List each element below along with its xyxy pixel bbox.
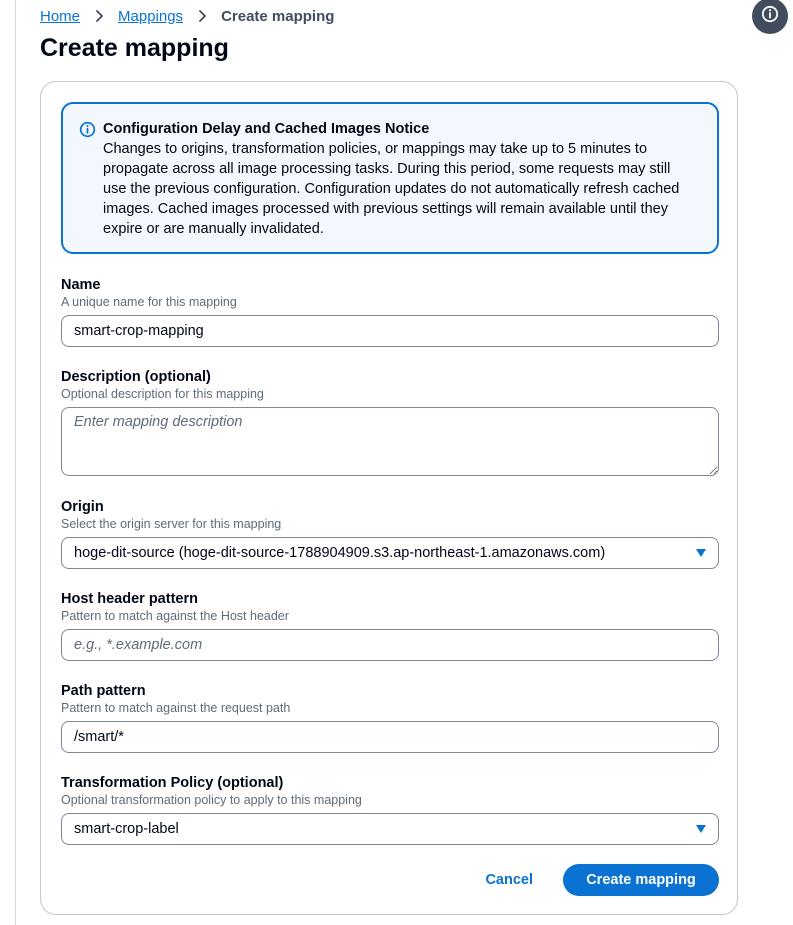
name-field — [61, 276, 719, 347]
info-alert — [61, 102, 719, 254]
alert-title: Configuration Delay and Cached Images Notice — [103, 121, 430, 137]
chevron-right-icon — [90, 7, 108, 25]
breadcrumb — [40, 7, 334, 25]
caret-down-icon — [696, 825, 706, 833]
breadcrumb-home-link[interactable]: Home — [40, 7, 81, 25]
policy-selected-value: smart-crop-label — [74, 821, 179, 837]
host-pattern-description: Pattern to match against the Host header — [61, 609, 289, 623]
name-label: Name — [61, 277, 101, 293]
origin-field — [61, 498, 719, 569]
origin-label: Origin — [61, 499, 104, 515]
policy-label: Transformation Policy (optional) — [61, 775, 284, 791]
host-pattern-label: Host header pattern — [61, 591, 198, 607]
description-label: Description (optional) — [61, 369, 211, 385]
path-pattern-label: Path pattern — [61, 683, 146, 699]
path-pattern-input[interactable] — [61, 721, 719, 753]
info-icon — [79, 121, 96, 138]
origin-select[interactable] — [61, 537, 719, 569]
path-pattern-field — [61, 682, 719, 753]
form-actions — [41, 864, 719, 896]
name-description: A unique name for this mapping — [61, 295, 237, 309]
description-hint: Optional description for this mapping — [61, 387, 264, 401]
name-input[interactable] — [61, 315, 719, 347]
page-title: Create mapping — [40, 34, 229, 62]
host-pattern-input[interactable] — [61, 629, 719, 661]
create-mapping-form — [40, 81, 738, 915]
policy-select[interactable] — [61, 813, 719, 845]
breadcrumb-mappings-link[interactable]: Mappings — [118, 7, 184, 25]
path-pattern-description: Pattern to match against the request path — [61, 701, 291, 715]
description-field — [61, 368, 719, 481]
info-icon — [761, 5, 779, 28]
cancel-button[interactable]: Cancel — [475, 872, 543, 888]
origin-description: Select the origin server for this mapping — [61, 517, 282, 531]
chevron-right-icon — [193, 7, 211, 25]
caret-down-icon — [696, 549, 706, 557]
breadcrumb-current: Create mapping — [221, 7, 335, 25]
left-divider — [15, 0, 16, 925]
help-button[interactable] — [752, 0, 788, 34]
origin-selected-value: hoge-dit-source (hoge-dit-source-1788904909.s3.ap-northeast-1.amazonaws.com) — [74, 545, 606, 561]
create-mapping-button[interactable]: Create mapping — [563, 864, 719, 896]
description-textarea[interactable] — [61, 407, 719, 476]
policy-description: Optional transformation policy to apply to this mapping — [61, 793, 362, 807]
policy-field — [61, 774, 719, 845]
host-pattern-field — [61, 590, 719, 661]
alert-body: Changes to origins, transformation policies, or mappings may take up to 5 minutes to propagate across all image processing tasks. During this period, some requests may still use the previous configuration. Configuration updates do not automatically refresh cached images. Cached images processed with previous settings will remain available until they expire or are manually invalidated. — [103, 141, 680, 237]
